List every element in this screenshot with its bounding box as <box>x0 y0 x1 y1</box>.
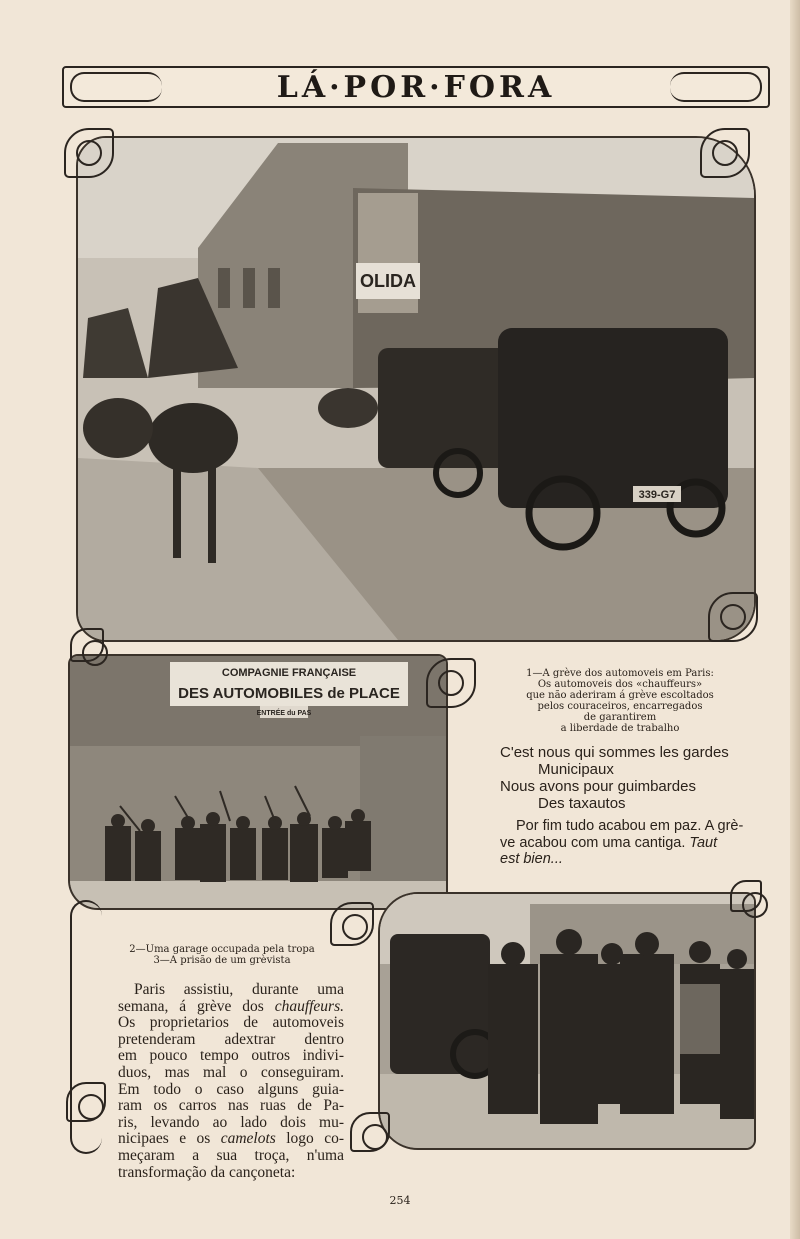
story-line: Em todo o caso alguns guia- <box>118 1080 344 1098</box>
story-text: semana, á grève dos <box>118 997 264 1015</box>
conclusion-line <box>500 851 762 868</box>
story-line: ris, levando ao lado dois mu- <box>118 1113 344 1131</box>
masthead-title: LÁ·POR·FORA <box>276 69 556 105</box>
conclusion-line <box>500 835 762 852</box>
ornament-photo2-top-right <box>426 658 476 708</box>
paragraph-strike-story <box>118 982 344 1181</box>
photo-arrest-striker <box>378 892 756 1150</box>
caption1-line: a liberdade de trabalho <box>560 723 680 734</box>
garage-sign-small: ENTRÉE du PAS <box>256 710 312 717</box>
garage-sign-line1: COMPAGNIE FRANÇAISE <box>221 667 357 679</box>
ornament-mid-right <box>708 592 758 642</box>
caption2-line: 3—A prisão de um grèvista <box>153 955 291 966</box>
caption2-line: 2—Uma garage occupada pela tropa <box>129 944 315 955</box>
story-line: Paris assistiu, durante uma <box>134 981 344 998</box>
caption1-line: pelos couraceiros, encarregados <box>537 701 703 712</box>
masthead-banner <box>62 66 770 108</box>
caption-photos-2-3 <box>112 944 332 966</box>
conclusion-line: Por fim tudo acabou em paz. A grè- <box>516 818 744 834</box>
story-line: transformação da cançoneta: <box>118 1163 296 1181</box>
story-italic: camelots <box>220 1130 276 1148</box>
story-line: pretenderam adextrar dentro <box>118 1030 344 1048</box>
verse-line: Nous avons pour guimbardes <box>500 778 696 795</box>
story-line: ram os carros nas ruas de Pa- <box>118 1097 344 1115</box>
sign-olida: OLIDA <box>360 271 416 291</box>
ornament-top-left <box>64 128 114 178</box>
ornament-photo3-top-left <box>330 902 374 946</box>
ornament-photo2-bottom-left <box>70 628 104 662</box>
story-text: nicipaes e os <box>118 1130 211 1148</box>
conclusion-text: ve acabou com uma cantiga. <box>500 834 686 851</box>
story-line: Os proprietarios de automoveis <box>118 1014 344 1032</box>
photo-garage-troops <box>68 654 448 910</box>
page-edge <box>790 0 800 1239</box>
conclusion-italic: est bien... <box>500 851 563 868</box>
caption-photo-1 <box>470 668 770 734</box>
photo-strike-cars <box>76 136 756 642</box>
story-line: em pouco tempo outros indivi- <box>118 1047 344 1065</box>
conclusion-italic: Taut <box>689 834 718 851</box>
ornament-bottom-left <box>66 1082 106 1122</box>
verse-line: C'est nous qui sommes les gardes <box>500 744 729 761</box>
photo-garage-troops-illustration <box>70 656 446 908</box>
verse-song <box>500 744 770 812</box>
garage-sign-line2: DES AUTOMOBILES de PLACE <box>178 685 400 702</box>
ornament-photo3-top-right <box>730 880 762 912</box>
story-line <box>118 1131 344 1148</box>
caption1-line: que não aderiram á grève escoltados <box>526 690 714 701</box>
ornament-top-right <box>700 128 750 178</box>
paragraph-conclusion <box>500 818 762 868</box>
story-line: meçaram a sua troça, n'uma <box>118 1146 344 1164</box>
verse-line: Municipaux <box>538 761 614 778</box>
story-line <box>118 999 344 1016</box>
verse-line: Des taxautos <box>538 795 626 812</box>
ornament-photo3-bottom-left <box>350 1112 390 1152</box>
caption1-line: de garantirem <box>583 712 657 723</box>
story-text: logo co- <box>286 1130 344 1148</box>
caption1-line: Os automoveis dos «chauffeurs» <box>537 679 703 690</box>
photo-strike-cars-illustration <box>78 138 754 640</box>
photo-arrest-illustration <box>380 894 754 1148</box>
page-number: 254 <box>389 1194 411 1207</box>
caption1-line: 1—A grève dos automoveis em Paris: <box>526 668 714 679</box>
car-plate: 339-G7 <box>638 489 676 501</box>
story-italic: chauffeurs. <box>274 997 344 1015</box>
story-line: duos, mas mal o conseguiram. <box>118 1063 344 1081</box>
